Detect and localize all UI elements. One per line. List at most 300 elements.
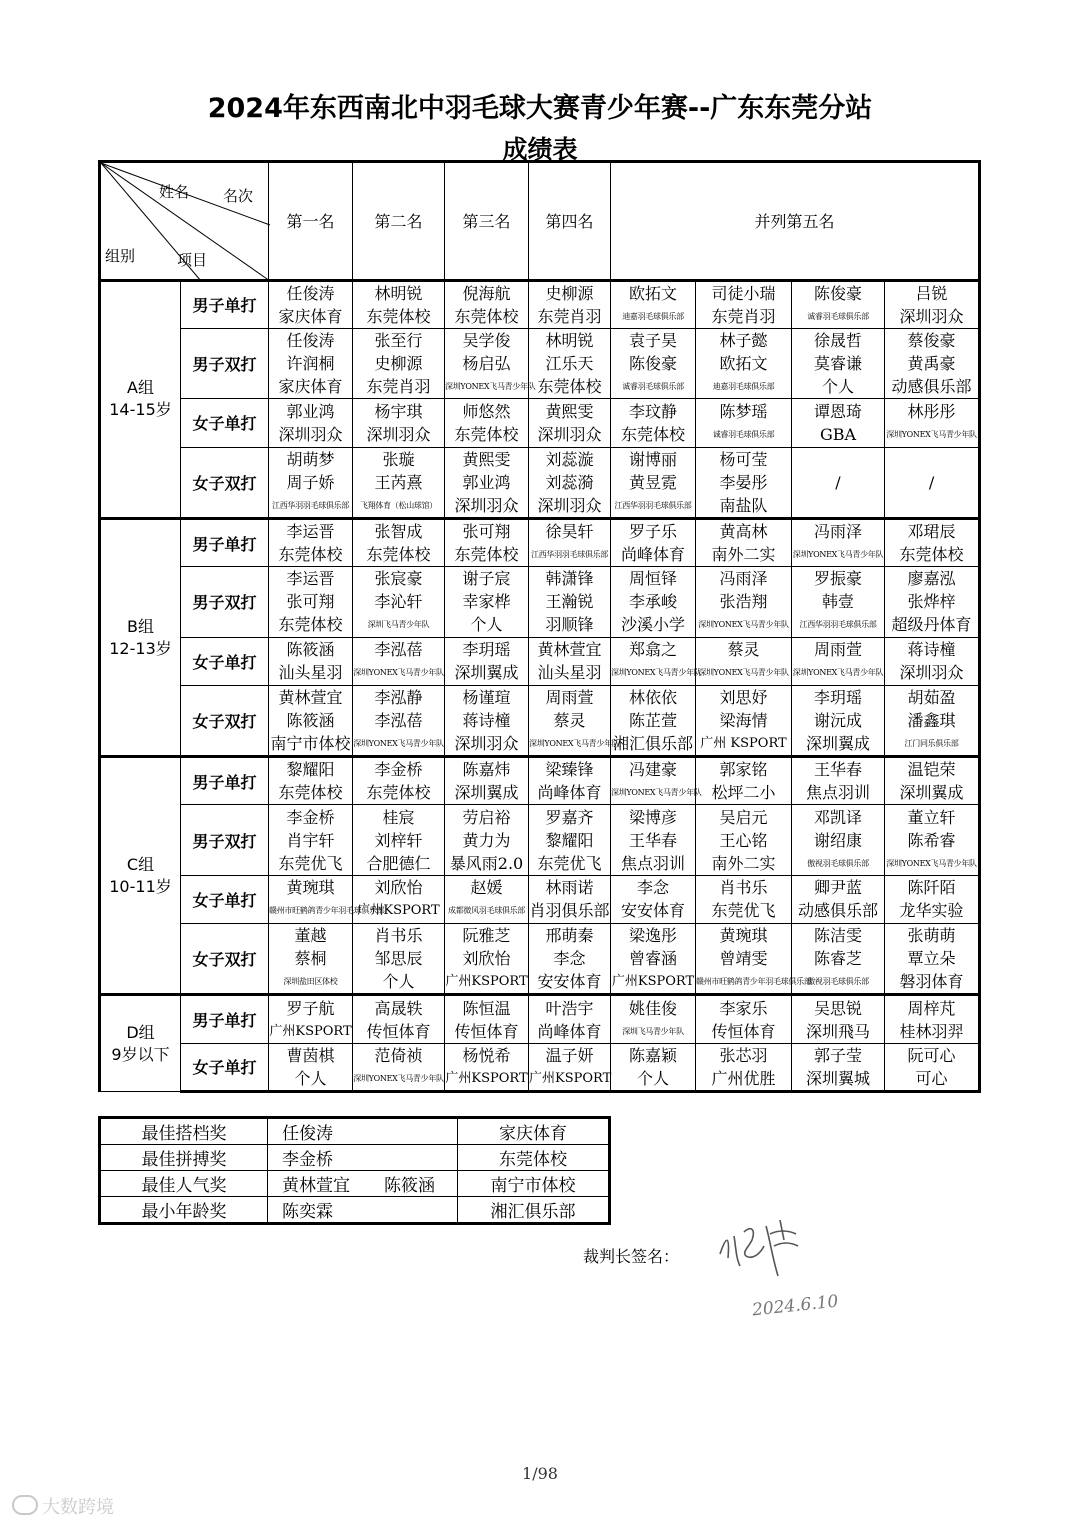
player-name: 桂宸 [382, 807, 415, 827]
player-name: 冯雨泽 [719, 569, 768, 589]
placement-cell [445, 518, 529, 566]
team-name: 传恒体育 [366, 1021, 431, 1041]
player-name: 胡萌梦 [286, 449, 335, 469]
placement-cell [885, 447, 980, 518]
player-name: 邓珺辰 [907, 522, 956, 541]
event-name: 女子单打 [181, 1043, 269, 1091]
player-name: 李金桥 [286, 807, 335, 827]
team-name: 广州KSPORT [611, 974, 695, 990]
player-name: 司徒小瑞 [711, 283, 776, 303]
player-name: 袁子昊 [628, 331, 677, 351]
team-name: 个人 [470, 615, 503, 635]
team-name: 尚峰体育 [620, 545, 685, 564]
player-name: 梁博彦 [628, 807, 677, 827]
team-name: 深圳羽众 [537, 424, 602, 444]
header-first: 第一名 [269, 162, 353, 281]
player-name: 周子娇 [286, 472, 335, 492]
player-name: / [835, 472, 841, 492]
award-row [100, 1118, 610, 1145]
team-name: 东莞体校 [278, 783, 343, 803]
award-row [100, 1171, 610, 1197]
placement-cell [611, 875, 696, 923]
placement-cell [792, 805, 885, 875]
placement-cell [353, 399, 445, 447]
team-name: 焦点羽训 [805, 783, 870, 803]
team-name: 个人 [294, 1068, 327, 1088]
team-name: 深圳翼成 [899, 783, 964, 803]
player-name: 曹茵棋 [286, 1045, 335, 1065]
team-name: 汕头星羽 [278, 663, 343, 683]
player-name: 黄力为 [462, 830, 511, 850]
player-name: 李运晋 [286, 522, 335, 541]
team-name: 迪嘉羽毛球俱乐部 [622, 311, 684, 321]
team-name: 个人 [821, 377, 854, 397]
award-row [100, 1197, 610, 1224]
header-second: 第二名 [353, 162, 445, 281]
team-name: 东莞体校 [899, 545, 964, 564]
team-name: 焦点羽训 [620, 853, 685, 873]
page-title: 2024年东西南北中羽毛球大赛青少年赛--广东东莞分站 [207, 93, 873, 124]
player-name: 任俊涛 [286, 331, 335, 351]
player-name: 张可翔 [286, 592, 335, 612]
player-name: 覃立朵 [907, 949, 956, 969]
team-name: 尚峰体育 [537, 783, 602, 803]
team-name: 传恒体育 [454, 1021, 519, 1041]
event-name: 女子单打 [181, 875, 269, 923]
player-name: 史柳源 [374, 354, 423, 374]
player-name: 罗子乐 [628, 522, 677, 541]
team-name: 江门同乐俱乐部 [904, 738, 959, 748]
group-cell [100, 995, 181, 1092]
player-name: 黄琬琪 [719, 926, 768, 946]
award-name: 最佳搭档奖 [100, 1118, 268, 1145]
watermark-logo-icon [12, 1495, 38, 1515]
team-name: 深圳YONEX飞马青少年队 [611, 668, 702, 678]
team-name: 东莞体校 [278, 545, 343, 564]
team-name: 东莞体校 [278, 615, 343, 635]
placement-cell [445, 685, 529, 756]
player-name: 徐昊轩 [545, 522, 594, 541]
team-name: 安安体育 [620, 901, 685, 921]
team-name: 个人 [382, 972, 415, 992]
player-name: 林雨诺 [545, 878, 594, 898]
team-name: 深圳飞马青少年队 [622, 1026, 684, 1036]
player-name: 张浩翔 [719, 592, 768, 612]
player-name: 陈芷萱 [628, 710, 677, 730]
player-name: 范倚祯 [374, 1045, 423, 1065]
team-name: 广州KSPORT [445, 974, 528, 990]
event-name: 女子双打 [181, 685, 269, 756]
team-name: 合肥德仁 [366, 853, 431, 873]
player-name: 李金桥 [374, 760, 423, 780]
group-cell [100, 757, 181, 995]
player-name: 吕锐 [915, 283, 948, 303]
placement-cell [529, 757, 611, 805]
team-name: 磐羽体育 [899, 972, 964, 992]
award-team: 家庆体育 [458, 1118, 610, 1145]
placement-cell [445, 757, 529, 805]
player-name: 郭家铭 [719, 760, 768, 780]
placement-cell [529, 518, 611, 566]
placement-cell [611, 1043, 696, 1091]
player-name: 王华春 [628, 830, 677, 850]
placement-cell [611, 637, 702, 685]
placement-cell [269, 399, 353, 447]
player-name: 徐晟哲 [813, 331, 862, 351]
team-name: 成都微风羽毛球俱乐部 [448, 906, 525, 916]
placement-cell [353, 518, 445, 566]
player-name: 张璇 [382, 449, 415, 469]
player-name: 董立轩 [907, 807, 956, 827]
header-fourth: 第四名 [529, 162, 611, 281]
placement-cell [885, 399, 980, 447]
team-name: 家庆体育 [278, 377, 343, 397]
placement-cell [696, 924, 812, 995]
player-name: 罗振豪 [813, 569, 862, 589]
result-row [100, 567, 980, 637]
player-name: 周雨萱 [813, 640, 862, 660]
placement-cell [445, 805, 529, 875]
team-name: 广州KSPORT [529, 1070, 612, 1086]
player-name: 黄琬琪 [286, 878, 335, 898]
result-row [100, 805, 980, 875]
player-name: 黄高林 [719, 522, 768, 541]
team-name: 深圳羽众 [899, 663, 964, 683]
placement-cell [353, 637, 445, 685]
player-name: 高晟轶 [374, 998, 423, 1018]
placement-cell [353, 328, 445, 398]
placement-cell [529, 924, 611, 995]
placement-cell [696, 637, 792, 685]
team-name: 桂林羽羿 [899, 1021, 964, 1041]
page-subtitle: 成绩表 [502, 135, 578, 164]
placement-cell [885, 995, 980, 1043]
player-name: 陈筱涵 [286, 710, 335, 730]
team-name: 深圳YONEX飞马青少年队 [611, 788, 702, 798]
event-name: 女子双打 [181, 924, 269, 995]
team-name: 深圳YONEX飞马青少年队 [698, 620, 789, 630]
team-name: 深圳YONEX飞马青少年队 [886, 858, 977, 868]
placement-cell [696, 685, 792, 756]
award-name: 最小年龄奖 [100, 1197, 268, 1224]
placement-cell [611, 567, 696, 637]
placement-cell [885, 280, 980, 328]
result-row [100, 995, 980, 1043]
referee-signature [700, 1196, 810, 1286]
placement-cell [611, 328, 696, 398]
player-name: 谢绍康 [813, 830, 862, 850]
team-name: 东莞体校 [454, 306, 519, 326]
placement-cell [529, 280, 611, 328]
team-name: 南外二实 [711, 853, 776, 873]
placement-cell [792, 518, 885, 566]
player-name: 李玟静 [628, 401, 677, 421]
team-name: 江西华羽羽毛球俱乐部 [799, 620, 877, 630]
placement-cell [696, 1043, 792, 1091]
team-name: 深圳翼成 [454, 783, 519, 803]
event-name: 男子单打 [181, 280, 269, 328]
group-cell [100, 280, 181, 518]
placement-cell [269, 805, 353, 875]
team-name: 江西华羽羽毛球俱乐部 [531, 550, 608, 559]
player-name: 张宸豪 [374, 569, 423, 589]
player-name: 卿尹蓝 [813, 878, 862, 898]
player-name: 李家乐 [719, 998, 768, 1018]
player-name: 曾睿涵 [628, 949, 677, 969]
placement-cell [792, 567, 885, 637]
team-name: 龙华实验 [899, 901, 964, 921]
placement-cell [792, 447, 885, 518]
placement-cell [269, 757, 353, 805]
placement-cell [696, 757, 792, 805]
player-name: 林子懿 [719, 331, 768, 351]
player-name: 陈筱涵 [286, 640, 335, 660]
placement-cell [269, 685, 353, 756]
event-name: 男子单打 [181, 995, 269, 1043]
player-name: 罗嘉齐 [545, 807, 594, 827]
header-event-label: 项目 [177, 251, 208, 269]
placement-cell [611, 518, 696, 566]
award-team: 南宁市体校 [458, 1171, 610, 1197]
team-name: 超级丹体育 [891, 615, 972, 635]
placement-cell [611, 805, 696, 875]
player-name: 梁逸彤 [628, 926, 677, 946]
placement-cell [353, 567, 445, 637]
player-name: 李运晋 [286, 569, 335, 589]
team-name: 南外二实 [711, 545, 776, 564]
team-name: 赣州市旺鹤鸽青少年羽毛球俱乐部 [696, 977, 812, 987]
team-name: 深圳YONEX飞马青少年队 [792, 550, 884, 559]
placement-cell [696, 805, 792, 875]
team-name: 东莞体校 [454, 545, 519, 564]
team-name: 深圳YONEX飞马青少年队 [529, 738, 620, 748]
player-name: 刘蕊漩 [545, 449, 594, 469]
result-row [100, 518, 980, 566]
result-row [100, 447, 980, 518]
event-name: 女子双打 [181, 447, 269, 518]
placement-cell [445, 1043, 529, 1091]
placement-cell [269, 1043, 353, 1091]
player-name: 温子妍 [545, 1045, 594, 1065]
player-name: 欧拓文 [628, 283, 677, 303]
player-name: 陈嘉颖 [628, 1045, 677, 1065]
player-name: 史柳源 [545, 283, 594, 303]
event-name: 男子单打 [181, 518, 269, 566]
player-name: 杨宇琪 [374, 401, 423, 421]
player-name: 肖书乐 [719, 878, 768, 898]
placement-cell [529, 1043, 611, 1091]
player-name: 温铠荣 [907, 760, 956, 780]
team-name: 松坪二小 [711, 783, 776, 803]
player-name: 王芮熹 [374, 472, 423, 492]
player-name: 莫睿谦 [813, 354, 862, 374]
team-name: 个人 [636, 1068, 669, 1088]
team-name: 迪嘉羽毛球俱乐部 [712, 382, 775, 392]
result-row [100, 637, 980, 685]
player-name: 陈希睿 [907, 830, 956, 850]
placement-cell [696, 567, 792, 637]
event-name: 男子单打 [181, 757, 269, 805]
placement-cell [885, 875, 980, 923]
player-name: 刘欣怡 [462, 949, 511, 969]
team-name: 尚峰体育 [537, 1021, 602, 1041]
team-name: 东莞肖羽 [711, 306, 776, 326]
placement-cell [792, 995, 885, 1043]
team-name: 广州KSPORT [269, 1023, 352, 1039]
award-team: 东莞体校 [458, 1145, 610, 1171]
player-name: 陈阡陌 [907, 878, 956, 898]
placement-cell [353, 924, 445, 995]
player-name: 林明锐 [374, 283, 423, 303]
placement-cell [445, 637, 529, 685]
team-name: 深圳羽众 [899, 306, 964, 326]
placement-cell [611, 399, 696, 447]
placement-cell [445, 280, 529, 328]
placement-cell [353, 875, 445, 923]
signature-date: 2024.6.10 [751, 1291, 840, 1321]
player-name: 肖宇轩 [286, 830, 335, 850]
group-age: 10-11岁 [109, 876, 172, 896]
placement-cell [696, 328, 792, 398]
awards-table [98, 1116, 611, 1225]
player-name: 黄熙雯 [462, 449, 511, 469]
placement-cell [696, 875, 792, 923]
placement-cell [445, 567, 529, 637]
placement-cell [792, 685, 885, 756]
player-name: 韩潇锋 [545, 569, 594, 589]
placement-cell [269, 280, 353, 328]
player-name: 曾靖雯 [719, 949, 768, 969]
player-name: 黄熙雯 [545, 401, 594, 421]
team-name: 诚睿羽毛球俱乐部 [712, 429, 775, 439]
player-name: 刘思妤 [719, 687, 768, 707]
placement-cell [696, 995, 792, 1043]
award-winners: 陈奕霖 [268, 1197, 458, 1224]
player-name: 幸家桦 [462, 592, 511, 612]
player-name: 陈俊豪 [813, 283, 862, 303]
placement-cell [445, 399, 529, 447]
placement-cell [269, 328, 353, 398]
header-name-label: 姓名 [159, 183, 190, 201]
player-name: 蔡灵 [553, 710, 586, 730]
player-name: 任俊涛 [286, 283, 335, 303]
award-winners: 任俊涛 [268, 1118, 458, 1145]
team-name: 深圳翼城 [805, 1068, 870, 1088]
player-name: 倪海航 [462, 283, 511, 303]
placement-cell [269, 567, 353, 637]
placement-cell [611, 447, 696, 518]
group-age: 14-15岁 [109, 400, 172, 420]
placement-cell [792, 328, 885, 398]
event-name: 男子双打 [181, 805, 269, 875]
player-name: 郭业鸿 [462, 472, 511, 492]
player-name: 张可翔 [462, 522, 511, 541]
placement-cell [353, 280, 445, 328]
player-name: 李泓蓓 [374, 710, 423, 730]
player-name: 江乐天 [545, 354, 594, 374]
player-name: 蔡灵 [727, 640, 760, 660]
placement-cell [353, 805, 445, 875]
placement-cell [445, 875, 529, 923]
group-label: D组 [126, 1022, 155, 1042]
player-name: 张烨梓 [907, 592, 956, 612]
player-name: 林依依 [628, 687, 677, 707]
player-name: 杨启弘 [462, 354, 511, 374]
player-name: 陈俊豪 [628, 354, 677, 374]
event-name: 女子单打 [181, 399, 269, 447]
player-name: 李晏彤 [719, 472, 768, 492]
result-row [100, 280, 980, 328]
team-name: 诚睿羽毛球俱乐部 [807, 311, 869, 321]
team-name: 深圳羽众 [537, 495, 602, 515]
placement-cell [529, 567, 611, 637]
placement-cell [611, 685, 696, 756]
player-name: 阮雅芝 [462, 926, 511, 946]
player-name: 蔡俊豪 [907, 331, 956, 351]
team-name: 可心 [915, 1068, 948, 1088]
player-name: 董越 [294, 926, 327, 946]
player-name: 蒋诗橦 [907, 640, 956, 660]
player-name: 蒋诗橦 [462, 710, 511, 730]
group-label: B组 [127, 616, 154, 636]
award-winners: 黄林萱宜 陈筱涵 [268, 1171, 458, 1197]
team-name: 深圳羽众 [454, 733, 519, 753]
placement-cell [353, 995, 445, 1043]
placement-cell [885, 1043, 980, 1091]
player-name: 刘梓轩 [374, 830, 423, 850]
team-name: 深圳YONEX飞马青少年队 [445, 382, 536, 392]
placement-cell [353, 757, 445, 805]
player-name: 叶浩宇 [545, 998, 594, 1018]
player-name: 黄林萱宜 [537, 640, 602, 660]
placement-cell [269, 995, 353, 1043]
player-name: 赵媛 [470, 878, 503, 898]
award-winners: 李金桥 [268, 1145, 458, 1171]
player-name: 李泓静 [374, 687, 423, 707]
placement-cell [885, 637, 980, 685]
team-name: 汕头星羽 [537, 663, 602, 683]
player-name: 杨可莹 [719, 449, 768, 469]
team-name: 深圳盐田区体校 [283, 977, 338, 987]
header-rank-label: 名次 [223, 187, 254, 205]
team-name: 傲视羽毛球俱乐部 [807, 977, 869, 987]
player-name: 梁臻锋 [545, 760, 594, 780]
placement-cell [792, 399, 885, 447]
team-name: 傲视羽毛球俱乐部 [807, 858, 869, 868]
player-name: 姚佳俊 [628, 998, 677, 1018]
team-name: 动感俱乐部 [891, 377, 972, 397]
player-name: 周恒铎 [628, 569, 677, 589]
placement-cell [885, 757, 980, 805]
group-label: C组 [126, 854, 155, 874]
results-table [98, 160, 981, 1093]
header-diagonal-cell [100, 162, 269, 281]
player-name: 张智成 [374, 522, 423, 541]
team-name: 东莞体校 [537, 377, 602, 397]
player-name: 周梓芃 [907, 998, 956, 1018]
page-number: 1/98 [522, 1464, 558, 1483]
player-name: 邓凯译 [813, 807, 862, 827]
player-name: 郑翕之 [628, 640, 677, 660]
player-name: 王心铭 [719, 830, 768, 850]
team-name: 东莞体校 [366, 545, 431, 564]
player-name: 梁海情 [719, 710, 768, 730]
team-name: 深圳YONEX飞马青少年队 [792, 668, 884, 678]
event-name: 男子双打 [181, 567, 269, 637]
placement-cell [529, 399, 611, 447]
placement-cell [792, 757, 885, 805]
player-name: 王华春 [813, 760, 862, 780]
